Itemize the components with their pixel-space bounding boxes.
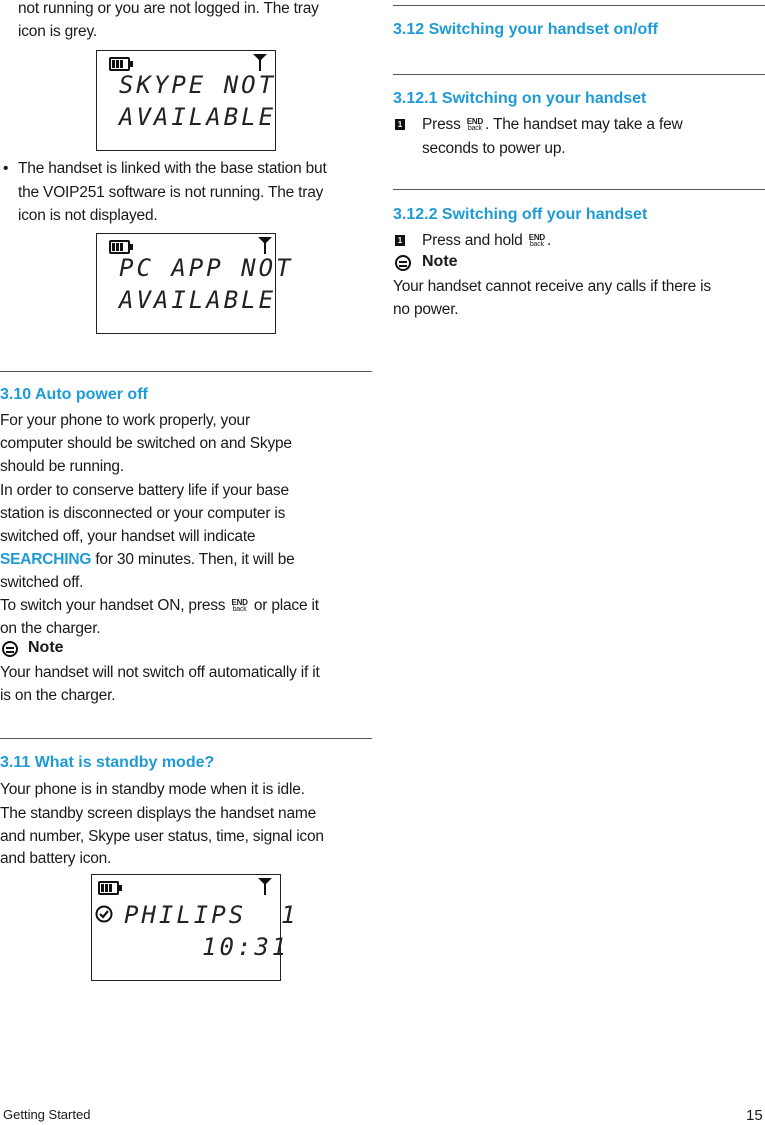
- page-number: 15: [746, 1107, 763, 1124]
- paragraph-line: should be running.: [0, 458, 124, 475]
- paragraph-line: The standby screen displays the handset name: [0, 805, 317, 822]
- end-back-key-icon: END back: [466, 116, 484, 132]
- section-title-3-12: 3.12 Switching your handset on/off: [393, 21, 658, 38]
- lcd-screen-pc-app-not-available: [96, 233, 294, 334]
- end-back-key-icon: END back: [528, 232, 546, 248]
- note-label: Note: [28, 639, 64, 656]
- battery-icon: [98, 881, 119, 895]
- section-title-3-11: 3.11 What is standby mode?: [0, 754, 215, 771]
- lcd-text-line: SKYPE NOT: [119, 71, 277, 99]
- section-title-3-12-1: 3.12.1 Switching on your handset: [393, 90, 647, 107]
- section-divider: [393, 189, 765, 190]
- bullet-text-line: icon is not displayed.: [18, 207, 158, 224]
- paragraph-line: on the charger.: [0, 620, 101, 637]
- note-icon: [395, 255, 411, 271]
- online-status-icon: [95, 905, 113, 923]
- section-divider: [0, 738, 372, 739]
- note-label: Note: [422, 253, 458, 270]
- note-text-line: no power.: [393, 301, 459, 318]
- step-text-line: Press and hold END back .: [422, 232, 552, 249]
- signal-antenna-icon: [252, 53, 268, 71]
- section-title-3-12-2: 3.12.2 Switching off your handset: [393, 206, 648, 223]
- bullet-dot: •: [3, 160, 9, 177]
- step-text-line: Press END back . The handset may take a few: [422, 116, 683, 133]
- paragraph-line: Your phone is in standby mode when it is idle.: [0, 781, 305, 798]
- paragraph-line: To switch your handset ON, press END back or place it: [0, 597, 319, 614]
- bullet-text-line: The handset is linked with the base station but: [18, 160, 327, 177]
- lcd-text-line: PC APP NOT: [119, 254, 294, 282]
- section-title-3-10: 3.10 Auto power off: [0, 386, 148, 403]
- searching-status-label: SEARCHING: [0, 551, 92, 568]
- note-text-line: Your handset will not switch off automatically if it: [0, 664, 320, 681]
- intro-text-line: icon is grey.: [18, 23, 97, 40]
- paragraph-line: For your phone to work properly, your: [0, 412, 250, 429]
- step-text-line: seconds to power up.: [422, 140, 566, 157]
- paragraph-line: In order to conserve battery life if your base: [0, 482, 289, 499]
- end-back-key-icon: END back: [231, 597, 248, 613]
- paragraph-line: switched off, your handset will indicate: [0, 528, 256, 545]
- signal-antenna-icon: [257, 236, 273, 254]
- section-divider: [393, 74, 765, 75]
- paragraph-line: SEARCHING for 30 minutes. Then, it will be: [0, 551, 295, 568]
- lcd-time: 10:31: [202, 933, 290, 961]
- lcd-text-line: AVAILABLE: [119, 103, 277, 131]
- lcd-text-line: AVAILABLE: [119, 286, 277, 314]
- paragraph-line: and number, Skype user status, time, signal icon: [0, 828, 324, 845]
- paragraph-line: and battery icon.: [0, 850, 112, 867]
- note-text-line: Your handset cannot receive any calls if there is: [393, 278, 711, 295]
- paragraph-line: switched off.: [0, 574, 84, 591]
- footer-section-name: Getting Started: [3, 1107, 91, 1122]
- bullet-text-line: the VOIP251 software is not running. The tray: [18, 184, 324, 201]
- battery-icon: [109, 240, 130, 254]
- section-divider: [0, 371, 372, 372]
- paragraph-line: computer should be switched on and Skype: [0, 435, 292, 452]
- signal-antenna-icon: [257, 877, 273, 895]
- paragraph-line: station is disconnected or your computer is: [0, 505, 286, 522]
- step-number-badge: 1: [395, 235, 405, 246]
- note-text-line: is on the charger.: [0, 687, 116, 704]
- intro-text-line: not running or you are not logged in. The tray: [18, 0, 319, 17]
- section-divider: [393, 5, 765, 6]
- lcd-screen-standby: [91, 874, 299, 981]
- lcd-screen-skype-not-available: [96, 50, 276, 151]
- note-icon: [2, 641, 18, 657]
- step-number-badge: 1: [395, 119, 405, 130]
- battery-icon: [109, 57, 130, 71]
- lcd-handset-name: PHILIPS 1: [124, 901, 299, 929]
